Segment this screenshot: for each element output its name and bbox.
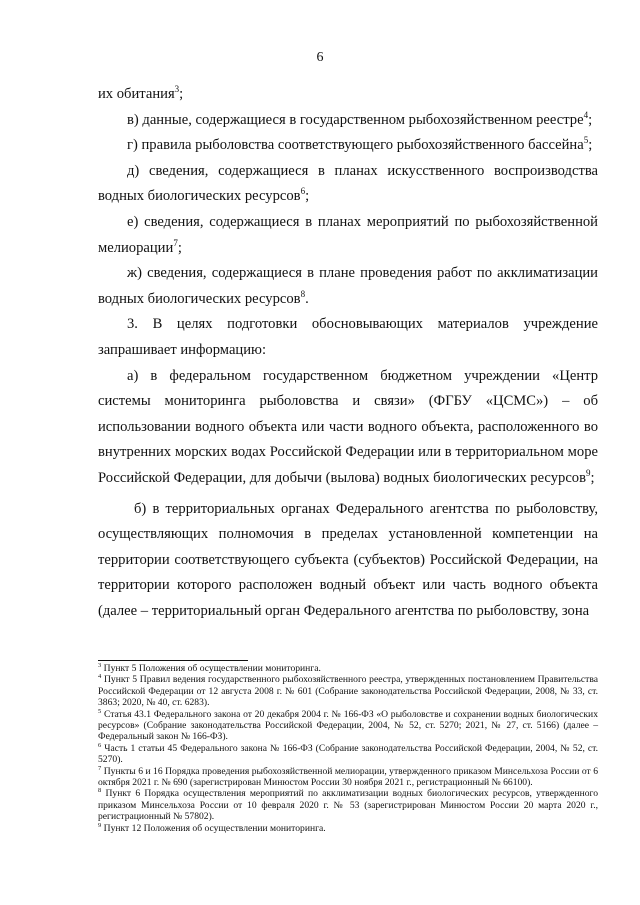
paragraph-text: е) сведения, содержащиеся в планах мероприятий по рыбохозяйственной мелиорации bbox=[98, 213, 598, 256]
footnote-ref: 8 bbox=[300, 288, 306, 299]
paragraph-text: а) в федеральном государственном бюджетном учреждении «Центр системы мониторинга рыболовства и связи» (ФГБУ «ЦСМС») – об использовании водного объекта или части водного объекта, расположенного во внутренних морских водах Российской Федерации или в территориальном море Российской Федерации, для добычи (вылова) водных биологических ресурсов bbox=[98, 367, 598, 486]
punct: ; bbox=[179, 86, 184, 102]
paragraph-text: 3. В целях подготовки обосновывающих материалов учреждение запрашивает информацию: bbox=[98, 316, 598, 358]
body-text bbox=[98, 82, 598, 624]
punct: ; bbox=[177, 239, 182, 256]
punct: ; bbox=[588, 137, 593, 154]
paragraph-continuation bbox=[98, 82, 598, 108]
page-number: 6 bbox=[316, 50, 324, 65]
paragraph-b bbox=[98, 497, 598, 625]
footnote-number: 7 bbox=[98, 764, 102, 772]
footnote-text: Статья 43.1 Федерального закона от 20 декабря 2004 г. № 166-ФЗ «О рыболовстве и сохранении водных биологических ресурсов» (Собрание законодательства Российской Федерации, 2004, № 52, ст. 5270; 2021, № 27, ст. 5166) (далее – Федеральный закон № 166-ФЗ). bbox=[98, 708, 598, 743]
footnote-number: 4 bbox=[98, 673, 102, 681]
paragraph-text: их обитания bbox=[98, 86, 175, 102]
footnote-9 bbox=[98, 823, 598, 834]
footnote-7 bbox=[98, 766, 598, 789]
footnote-4 bbox=[98, 674, 598, 708]
footnote-3 bbox=[98, 663, 598, 674]
paragraph-g bbox=[98, 133, 598, 159]
footnote-8 bbox=[98, 788, 598, 822]
footnote-5 bbox=[98, 709, 598, 743]
footnote-text: Пункт 5 Правил ведения государственного рыбохозяйственного реестра, утвержденных постановлением Правительства Российской Федерации от 12 августа 2008 г. № 601 (Собрание законодательства Российской Федерации, 2008, № 33, ст. 3863; 2020, № 40, ст. 6283). bbox=[98, 674, 598, 709]
footnotes bbox=[98, 663, 598, 834]
punct: ; bbox=[305, 188, 310, 205]
footnote-text: Пункты 6 и 16 Порядка проведения рыбохозяйственной мелиорации, утвержденного приказом Минсельхоза России от 6 октября 2021 г. № 690 (зарегистрирован Минюстом России 30 ноября 2021 г., регистрационный № 66100). bbox=[98, 765, 599, 789]
footnote-ref: 6 bbox=[300, 186, 306, 197]
footnote-number: 3 bbox=[98, 661, 102, 669]
footnote-ref: 4 bbox=[583, 109, 589, 120]
footnote-ref: 5 bbox=[583, 135, 589, 146]
paragraph-text: в) данные, содержащиеся в государственном рыбохозяйственном реестре bbox=[127, 111, 584, 128]
footnote-number: 5 bbox=[98, 707, 102, 715]
paragraph-text: д) сведения, содержащиеся в планах искусственного воспроизводства водных биологических ресурсов bbox=[98, 162, 598, 205]
footnote-ref: 3 bbox=[174, 84, 180, 95]
punct: ; bbox=[590, 469, 595, 486]
footnote-number: 6 bbox=[98, 741, 102, 749]
paragraph-text: ж) сведения, содержащиеся в плане проведения работ по акклиматизации водных биологических ресурсов bbox=[98, 265, 598, 307]
footnote-separator bbox=[98, 660, 248, 661]
paragraph-text: г) правила рыболовства соответствующего рыбохозяйственного бассейна bbox=[127, 137, 584, 154]
footnote-number: 9 bbox=[98, 821, 102, 829]
footnote-text: Пункт 5 Положения об осуществлении мониторинга. bbox=[103, 663, 321, 674]
paragraph-v bbox=[98, 108, 598, 134]
footnote-text: Часть 1 статьи 45 Федерального закона № 166-ФЗ (Собрание законодательства Российской Федерации, 2004, № 52, ст. 5270). bbox=[98, 742, 598, 766]
footnote-text: Пункт 12 Положения об осуществлении мониторинга. bbox=[103, 822, 326, 834]
paragraph-a bbox=[98, 364, 598, 492]
punct: ; bbox=[588, 111, 593, 128]
footnote-6 bbox=[98, 743, 598, 766]
footnote-text: Пункт 6 Порядка осуществления мероприятий по акклиматизации водных биологических ресурсов, утвержденного приказом Минсельхоза России от 10 февраля 2020 г. № 53 (зарегистрирован Минюстом России 20 марта 2020 г., регистрационный № 57802). bbox=[98, 788, 598, 823]
punct: . bbox=[305, 290, 309, 307]
paragraph-e bbox=[98, 210, 598, 261]
footnote-number: 8 bbox=[98, 787, 102, 795]
footnote-ref: 7 bbox=[173, 237, 178, 248]
paragraph-3 bbox=[98, 312, 598, 363]
footnote-ref: 9 bbox=[585, 468, 591, 479]
paragraph-zh bbox=[98, 261, 598, 312]
paragraph-d bbox=[98, 159, 598, 210]
paragraph-text: б) в территориальных органах Федерального агентства по рыболовству, осуществляющих полномочия в пределах установленной компетенции на территории соответствующего субъекта (субъектов) Российской Федерации, на территории которого расположен водный объект или часть водного объекта (далее – территориальный орган Федерального агентства по рыболовству, зона bbox=[98, 500, 598, 619]
